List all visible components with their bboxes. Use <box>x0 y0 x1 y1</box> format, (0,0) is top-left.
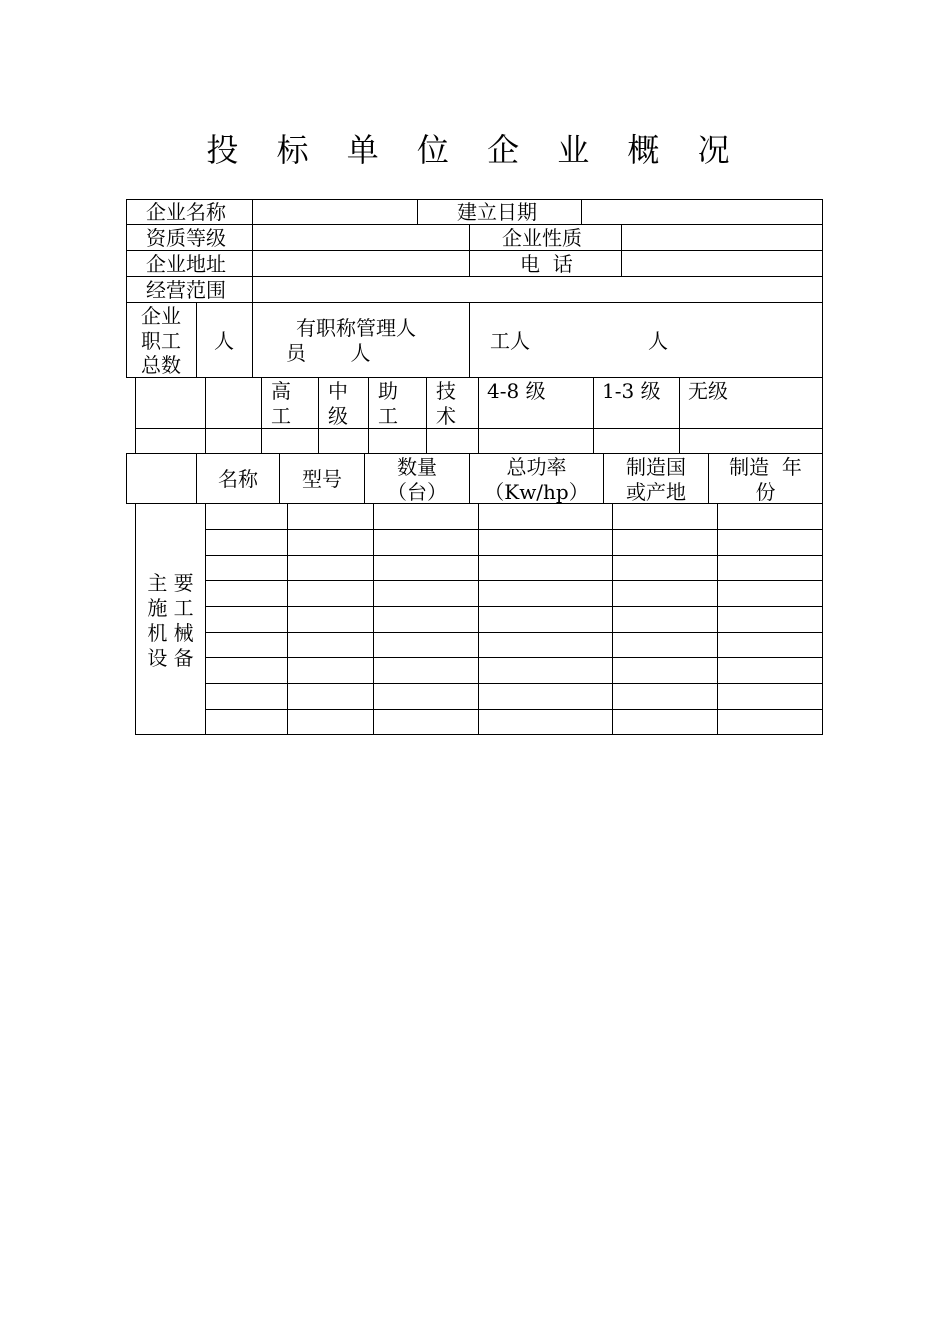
level-1-3-label: 1-3 级 <box>602 379 661 403</box>
workers-unit: 人 <box>648 329 668 353</box>
staff-total-label-line1: 企业 <box>141 304 181 328</box>
main-equipment-label-line2: 施 工 <box>147 596 194 620</box>
staff-total-label-line2: 职工 <box>141 329 181 353</box>
equipment-year-header-line1: 制造 年 <box>729 455 802 479</box>
equipment-origin-header-line2: 或产地 <box>626 480 686 504</box>
staff-total-label-line3: 总数 <box>141 353 181 377</box>
senior-engineer-label-line2: 工 <box>271 404 291 428</box>
titled-managers-label-line1: 有职称管理人 <box>296 316 416 340</box>
titled-managers-label-line2: 员 人 <box>286 341 371 365</box>
senior-engineer-label-line1: 高 <box>271 379 291 403</box>
technician-label-line1: 技 <box>436 379 456 403</box>
assistant-engineer-label-line1: 助 <box>378 379 398 403</box>
equipment-quantity-header-line2: （台） <box>387 480 447 504</box>
phone-label: 电 话 <box>520 252 573 276</box>
technician-label-line2: 术 <box>436 404 456 428</box>
main-equipment-label-line4: 设 备 <box>147 646 194 670</box>
company-address-label: 企业地址 <box>146 252 226 276</box>
no-level-label: 无级 <box>688 379 728 403</box>
equipment-year-header-line2: 份 <box>755 480 776 504</box>
equipment-name-header: 名称 <box>218 467 258 491</box>
page-title: 投 标 单 位 企 业 概 况 <box>206 131 744 169</box>
level-4-8-label: 4-8 级 <box>487 379 546 403</box>
company-name-label: 企业名称 <box>146 200 226 224</box>
main-equipment-label-line3: 机 械 <box>147 621 194 645</box>
company-nature-label: 企业性质 <box>502 226 582 250</box>
equipment-origin-header-line1: 制造国 <box>626 455 686 479</box>
main-equipment-label-line1: 主 要 <box>147 571 194 595</box>
staff-total-unit: 人 <box>214 329 234 353</box>
equipment-quantity-header-line1: 数量 <box>397 455 437 479</box>
equipment-model-header: 型号 <box>302 467 342 491</box>
business-scope-label: 经营范围 <box>146 278 226 302</box>
middle-grade-label-line1: 中 <box>328 379 348 403</box>
equipment-power-header-line1: 总功率 <box>506 455 567 479</box>
founded-date-label: 建立日期 <box>457 200 537 224</box>
middle-grade-label-line2: 级 <box>328 404 348 428</box>
equipment-power-header-line2: （Kw/hp） <box>484 480 589 504</box>
assistant-engineer-label-line2: 工 <box>378 404 398 428</box>
workers-label: 工人 <box>490 329 530 353</box>
qualification-label: 资质等级 <box>146 226 226 250</box>
